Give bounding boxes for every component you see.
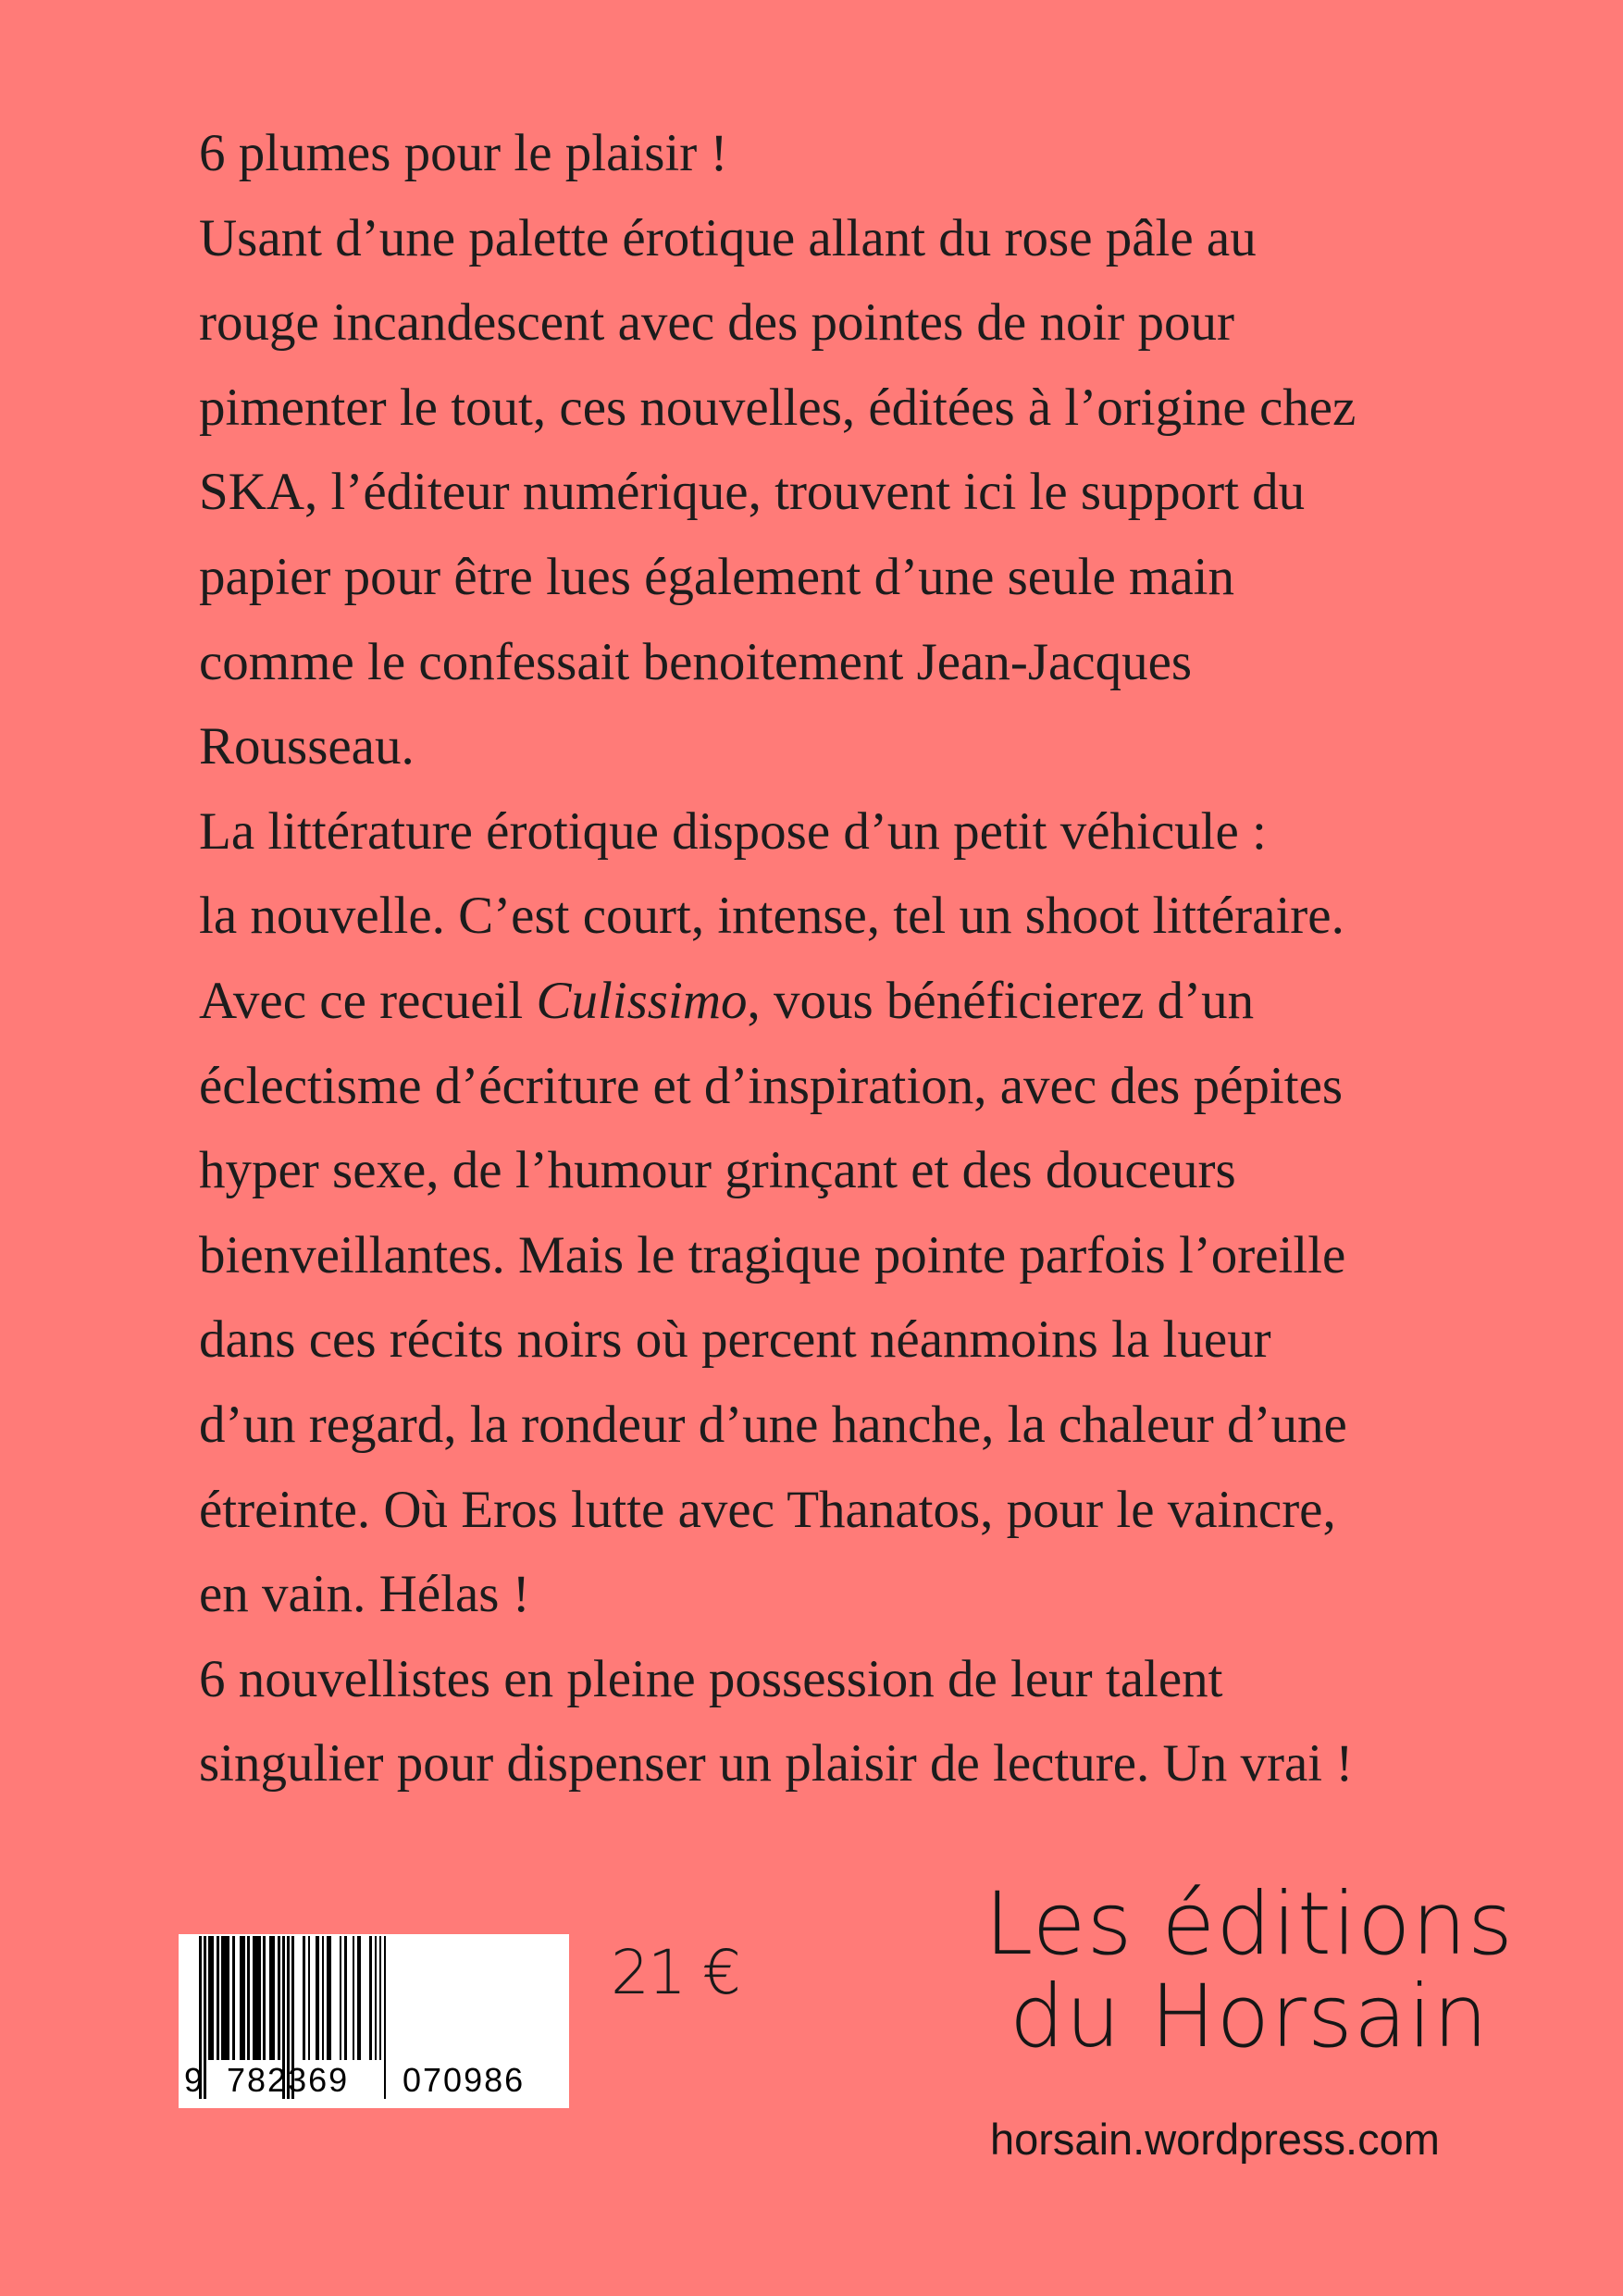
blurb-line: étreinte. Où Eros lutte avec Thanatos, pour le vaincre, xyxy=(199,1480,1336,1539)
blurb-line: singulier pour dispenser un plaisir de lecture. Un vrai ! xyxy=(199,1734,1354,1793)
publisher-name-line-1: Les éditions xyxy=(984,1874,1515,1975)
barcode-lead-digit: 9 xyxy=(184,2061,204,2099)
blurb-line: bienveillantes. Mais le tragique pointe parfois l’oreille xyxy=(199,1225,1346,1285)
barcode-bar xyxy=(353,1936,354,2060)
barcode-bar xyxy=(263,1936,266,2060)
barcode-bar xyxy=(308,1936,310,2060)
barcode-bar xyxy=(269,1936,275,2060)
blurb-line: pimenter le tout, ces nouvelles, éditées à l’origine chez xyxy=(199,378,1357,437)
blurb-line: 6 plumes pour le plaisir ! xyxy=(199,124,728,182)
barcode-bar xyxy=(316,1936,319,2060)
blurb-line: en vain. Hélas ! xyxy=(199,1565,530,1624)
barcode-bar xyxy=(221,1936,229,2060)
blurb-line-with-title xyxy=(199,959,1494,1044)
blurb-text: Avec ce recueil xyxy=(199,971,537,1030)
barcode-bar xyxy=(240,1936,245,2060)
price-label: 21 € xyxy=(611,1937,739,2008)
back-cover-blurb xyxy=(199,111,1494,1806)
publisher-logo xyxy=(972,1874,1527,2067)
barcode-bar xyxy=(357,1936,361,2060)
barcode-bar xyxy=(340,1936,341,2060)
barcode-bar xyxy=(208,1936,214,2060)
barcode-bar xyxy=(303,1936,305,2060)
barcode-bar xyxy=(232,1936,235,2060)
blurb-line: Rousseau. xyxy=(199,717,415,776)
blurb-line: comme le confessait benoitement Jean-Jacques xyxy=(199,632,1193,691)
barcode-bar xyxy=(375,1936,377,2060)
book-title: Culissimo xyxy=(536,971,748,1030)
barcode-bar xyxy=(344,1936,347,2060)
blurb-line: SKA, l’éditeur numérique, trouvent ici le support du xyxy=(199,463,1306,522)
blurb-line: papier pour être lues également d’une seule main xyxy=(199,547,1234,606)
barcode-bar xyxy=(369,1936,372,2060)
isbn-barcode xyxy=(179,1934,569,2108)
blurb-line: rouge incandescent avec des pointes de noir pour xyxy=(199,293,1235,353)
blurb-line: dans ces récits noirs où percent néanmoins la lueur xyxy=(199,1310,1271,1370)
publisher-website: horsain.wordpress.com xyxy=(990,2115,1440,2164)
barcode-bar xyxy=(278,1936,280,2060)
barcode-digit-group-2: 070986 xyxy=(403,2061,526,2099)
blurb-text: , vous bénéficierez d’un xyxy=(747,971,1255,1030)
blurb-line: 6 nouvellistes en pleine possession de leur talent xyxy=(199,1649,1223,1708)
blurb-line: La littérature érotique dispose d’un petit véhicule : xyxy=(199,801,1267,861)
barcode-bar xyxy=(217,1936,219,2060)
barcode-bar xyxy=(379,1936,381,2060)
barcode-bar xyxy=(322,1936,324,2060)
blurb-line: d’un regard, la rondeur d’une hanche, la chaleur d’une xyxy=(199,1395,1347,1454)
blurb-line: hyper sexe, de l’humour grinçant et des douceurs xyxy=(199,1141,1236,1200)
barcode-digit-group-1: 782369 xyxy=(227,2061,350,2099)
barcode-digits xyxy=(179,2060,569,2101)
barcode-bar xyxy=(247,1936,250,2060)
barcode-bar xyxy=(327,1936,331,2060)
blurb-line: éclectisme d’écriture et d’inspiration, avec des pépites xyxy=(199,1056,1344,1115)
barcode-bar xyxy=(253,1936,261,2060)
blurb-line: Usant d’une palette érotique allant du rose pâle au xyxy=(199,208,1257,267)
blurb-line: la nouvelle. C’est court, intense, tel un shoot littéraire. xyxy=(199,887,1344,946)
publisher-name-line-2: du Horsain xyxy=(1009,1967,1490,2067)
